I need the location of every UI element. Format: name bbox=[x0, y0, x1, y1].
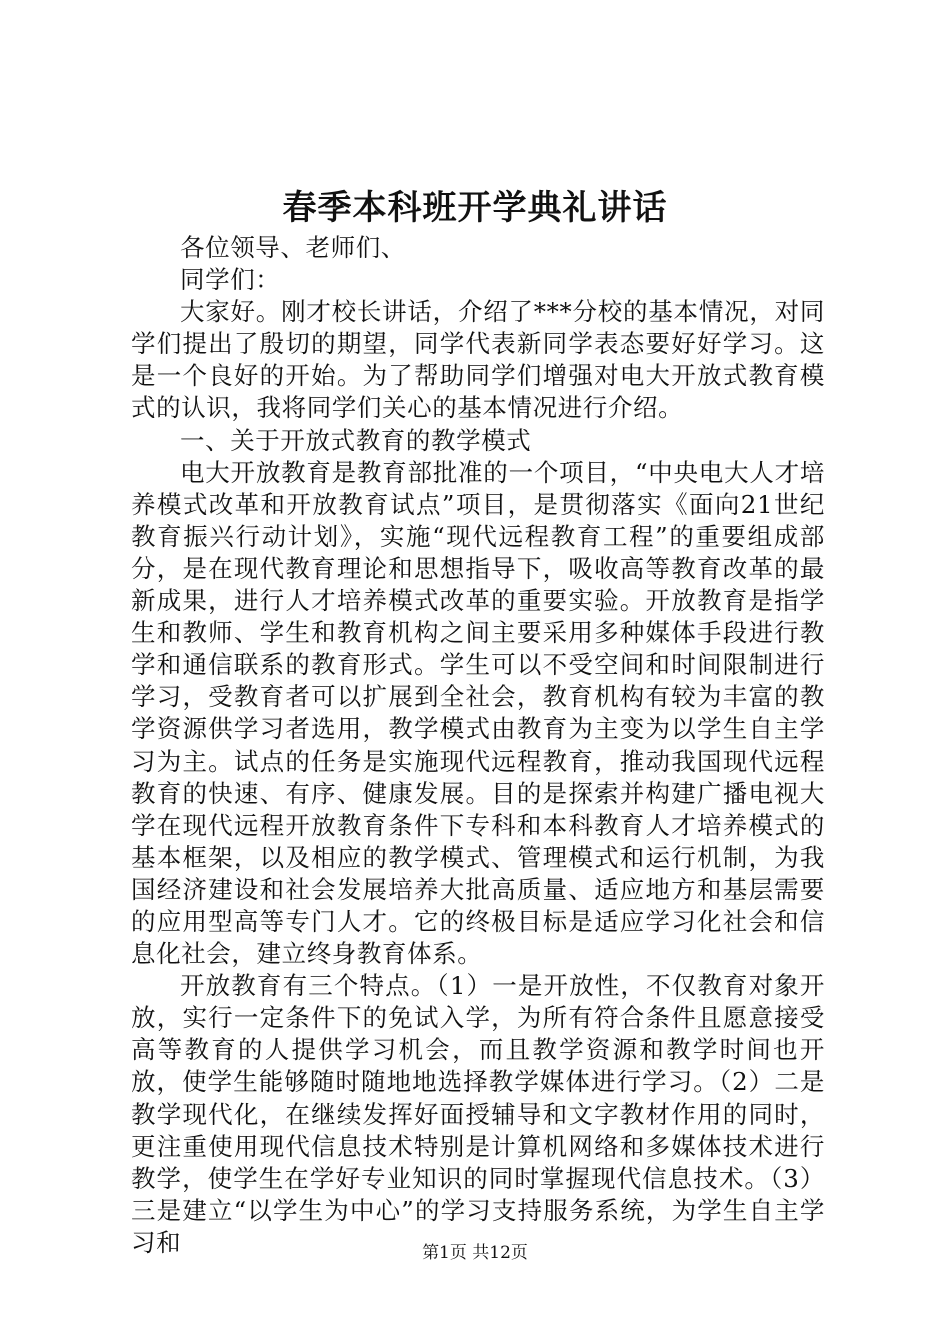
section-heading-1: 一、关于开放式教育的教学模式 bbox=[180, 425, 532, 455]
page-number-footer: 第1页 共12页 bbox=[422, 1243, 528, 1263]
intro-paragraph: 大家好。刚才校长讲话，介绍了***分校的基本情况，对同学们提出了殷切的期望，同学代表新同学表态要好好学习。这是一个良好的开始。为了帮助同学们增强对电大开放式教育模式的认识，我将同学们关心的基本情况进行介绍。 bbox=[131, 297, 825, 423]
salutation-line-2: 同学们： bbox=[180, 265, 281, 295]
salutation-line-1: 各位领导、老师们、 bbox=[180, 233, 406, 262]
document-title: 春季本科班开学典礼讲话 bbox=[282, 188, 668, 228]
document-body bbox=[131, 232, 825, 1259]
body-paragraph-open-education: 电大开放教育是教育部批准的一个项目，“中央电大人才培养模式改革和开放教育试点”项目，是贯彻落实《面向21世纪教育振兴行动计划》，实施“现代远程教育工程”的重要组成部分，是在现代教育理论和思想指导下，吸收高等教育改革的最新成果，进行人才培养模式改革的重要实验。开放教育是指学生和教师、学生和教育机构之间主要采用多种媒体手段进行教学和通信联系的教育形式。学生可以不受空间和时间限制进行学习，受教育者可以扩展到全社会，教育机构有较为丰富的教学资源供学习者选用，教学模式由教育为主变为以学生自主学习为主。试点的任务是实施现代远程教育，推动我国现代远程教育的快速、有序、健康发展。目的是探索并构建广播电视大学在现代远程开放教育条件下专科和本科教育人才培养模式的基本框架，以及相应的教学模式、管理模式和运行机制，为我国经济建设和社会发展培养大批高质量、适应地方和基层需要的应用型高等专门人才。它的终极目标是适应学习化社会和信息化社会，建立终身教育体系。 bbox=[131, 457, 825, 969]
body-paragraph-three-features: 开放教育有三个特点。（1）一是开放性，不仅教育对象开放，实行一定条件下的免试入学，为所有符合条件且愿意接受高等教育的人提供学习机会，而且教学资源和教学时间也开放，使学生能够随时随地地选择教学媒体进行学习。（2）二是教学现代化，在继续发挥好面授辅导和文字教材作用的同时，更注重使用现代信息技术特别是计算机网络和多媒体技术进行教学，使学生在学好专业知识的同时掌握现代信息技术。（3）三是建立“以学生为中心”的学习支持服务系统，为学生自主学习和 bbox=[131, 971, 825, 1257]
